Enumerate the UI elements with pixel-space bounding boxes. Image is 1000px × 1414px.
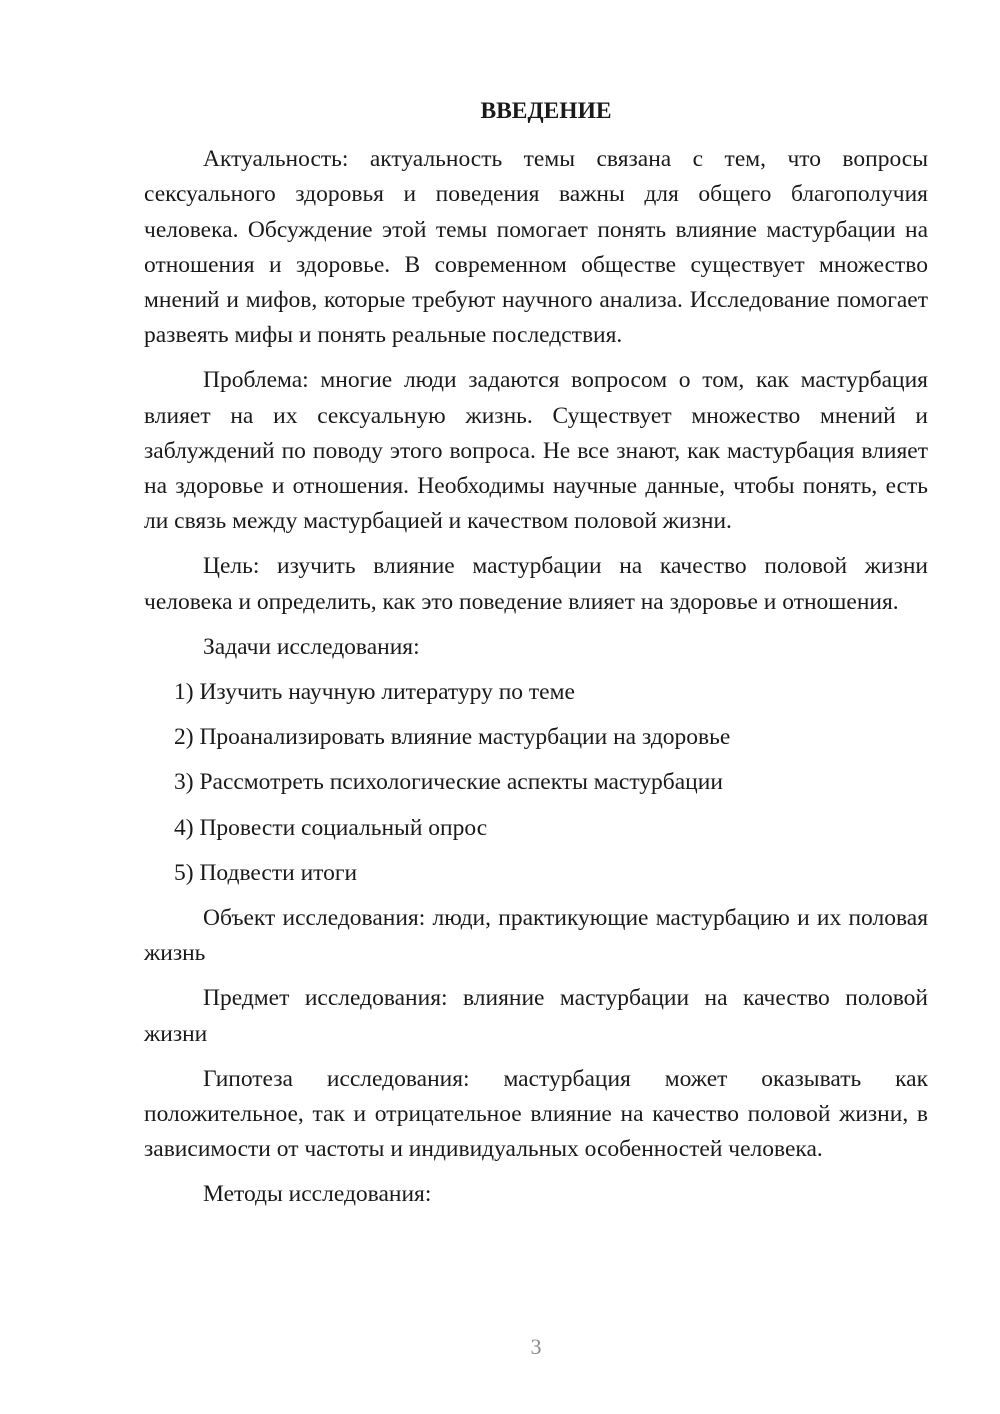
list-item: 1) Изучить научную литературу по теме	[174, 679, 575, 706]
list-item: 4) Провести социальный опрос	[174, 814, 488, 841]
list-item: 3) Рассмотреть психологические аспекты мастурбации	[174, 769, 723, 796]
list-item: 5) Подвести итоги	[174, 859, 358, 886]
tasks-heading: Задачи исследования:	[203, 633, 420, 660]
page-number: 3	[530, 1334, 542, 1359]
methods-heading: Методы исследования:	[203, 1181, 432, 1208]
page-content	[144, 94, 928, 1223]
paragraph-problem: Проблема: многие люди задаются вопросом о том, как мастурбация влияет на их сексуальную жизнь. Существует множество мнений и заблуждений по поводу этого вопроса. Не все знают, как мастурбация влияет на здоровье и отношения. Необходимы научные данные, чтобы понять, есть ли связь между мастурбацией и качеством половой жизни.	[144, 367, 928, 535]
paragraph-object: Объект исследования: люди, практикующие мастурбацию и их половая жизнь	[144, 905, 928, 967]
paragraph-hypothesis: Гипотеза исследования: мастурбация может оказывать как положительное, так и отрицательное влияние на качество половой жизни, в зависимости от частоты и индивидуальных особенностей человека.	[144, 1065, 928, 1163]
list-item: 2) Проанализировать влияние мастурбации на здоровье	[174, 724, 731, 751]
page-title: ВВЕДЕНИЕ	[480, 98, 612, 124]
paragraph-relevance: Актуальность: актуальность темы связана с тем, что вопросы сексуального здоровья и поведения важны для общего благополучия человека. Обсуждение этой темы помогает понять влияние мастурбации на отношения и здоровье. В современном обществе существует множество мнений и мифов, которые требуют научного анализа. Исследование помогает развеять мифы и понять реальные последствия.	[144, 146, 928, 349]
paragraph-subject: Предмет исследования: влияние мастурбации на качество половой жизни	[144, 985, 928, 1047]
paragraph-goal: Цель: изучить влияние мастурбации на качество половой жизни человека и определить, как это поведение влияет на здоровье и отношения.	[144, 553, 928, 615]
tasks-list	[144, 675, 928, 891]
